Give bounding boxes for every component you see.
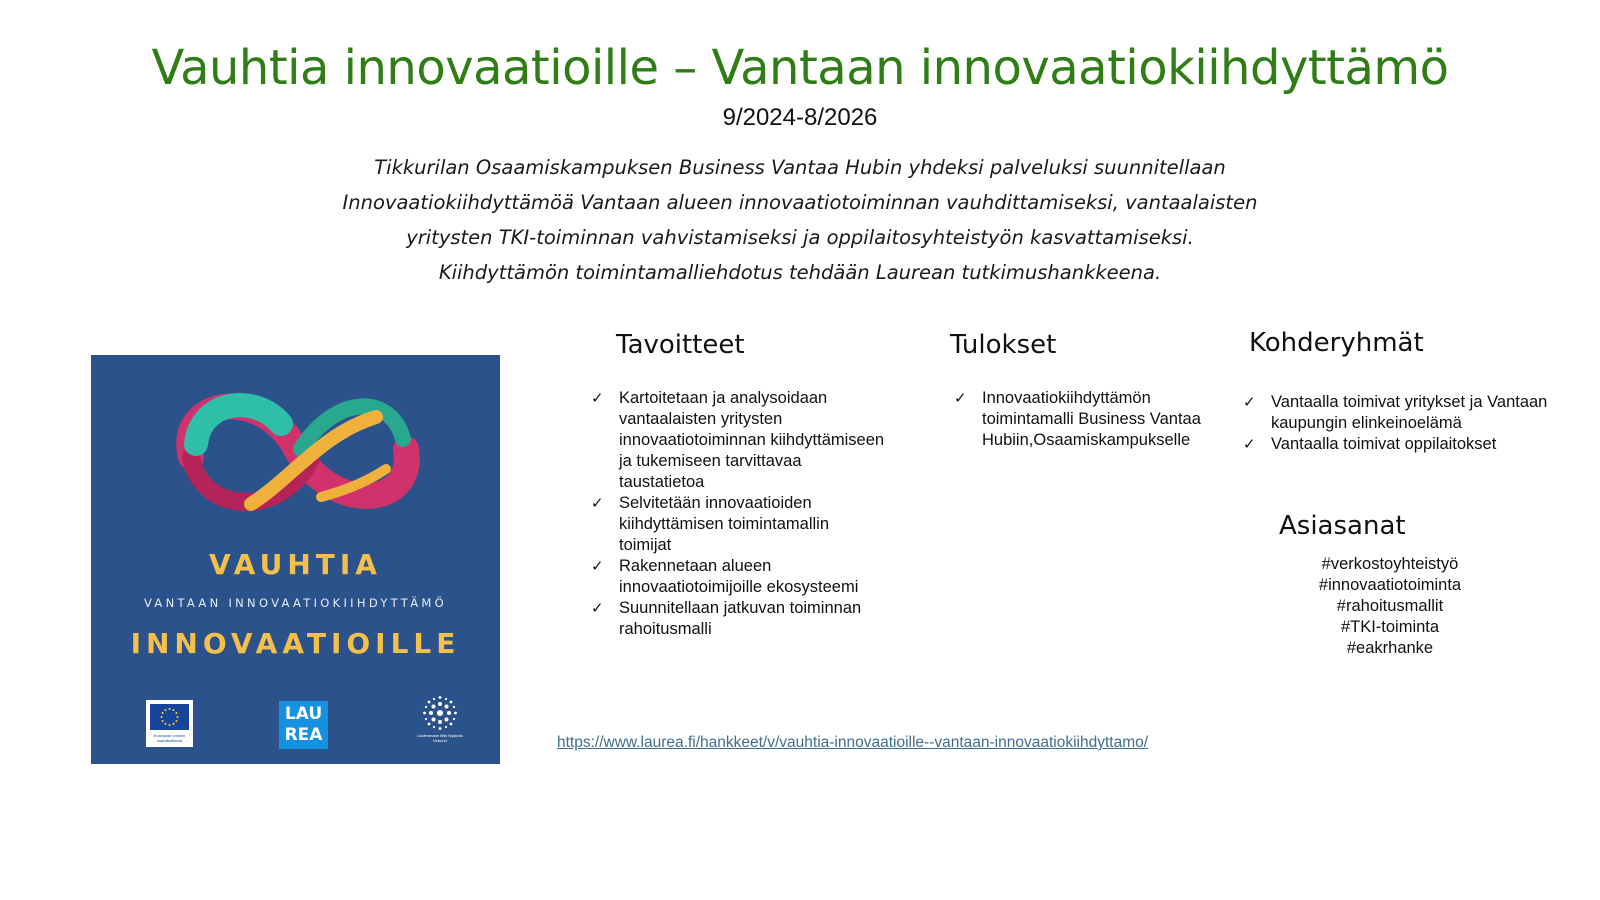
eu-caption: Euroopan unionin osarahoittama	[153, 733, 186, 743]
checkmark-icon: ✓	[591, 495, 604, 512]
intro-line: yritysten TKI-toiminnan vahvistamiseksi ja oppilaitosyhteistyön kasvattamiseksi.	[406, 226, 1194, 249]
laurea-logo-bottom: REA	[284, 725, 323, 745]
list-item	[1241, 434, 1586, 455]
list-item	[952, 388, 1222, 451]
item-line: rahoitusmalli	[619, 620, 712, 638]
infinity-emblem-icon	[171, 379, 421, 529]
checkmark-icon: ✓	[591, 600, 604, 617]
project-dates: 9/2024-8/2026	[722, 104, 878, 131]
list-item	[589, 493, 919, 556]
uusimaa-caption: Uudenmaan liitto Nylands förbund	[417, 733, 463, 743]
item-line: Rakennetaan alueen	[619, 557, 772, 575]
intro-line: Tikkurilan Osaamiskampuksen Business Vantaa Hubin yhdeksi palveluksi suunnitellaan	[374, 156, 1226, 179]
item-line: Vantaalla toimivat yritykset ja Vantaan	[1271, 393, 1548, 411]
item-line: toimijat	[619, 536, 672, 554]
item-line: vantaalaisten yritysten	[619, 410, 783, 428]
list-item	[589, 388, 919, 493]
laurea-logo	[279, 701, 328, 749]
page-title: Vauhtia innovaatioille – Vantaan innovaatiokiihdyttämö	[151, 40, 1449, 96]
vauhtia-logo-card	[91, 355, 500, 764]
tulokset-list	[952, 388, 1222, 451]
eu-flag-logo	[146, 700, 193, 747]
checkmark-icon: ✓	[1243, 394, 1256, 411]
kohderyhmat-list	[1241, 392, 1586, 455]
item-line: Kartoitetaan ja analysoidaan	[619, 389, 828, 407]
item-line: Vantaalla toimivat oppilaitokset	[1271, 435, 1497, 453]
intro-text	[300, 150, 1300, 290]
checkmark-icon: ✓	[591, 390, 604, 407]
item-line: Innovaatiokiihdyttämön	[982, 389, 1151, 407]
list-item	[589, 598, 919, 640]
list-item	[1241, 392, 1586, 434]
item-line: Selvitetään innovaatioiden	[619, 494, 812, 512]
checkmark-icon: ✓	[954, 390, 967, 407]
checkmark-icon: ✓	[1243, 436, 1256, 453]
item-line: Suunnitellaan jatkuvan toiminnan	[619, 599, 862, 617]
item-line: kaupungin elinkeinoelämä	[1271, 414, 1462, 432]
item-line: innovaatiotoiminnan kiihdyttämiseen	[619, 431, 885, 449]
keyword: #eakrhanke	[1346, 639, 1434, 657]
item-line: innovaatiotoimijoille ekosysteemi	[619, 578, 859, 596]
uusimaa-dots-icon	[414, 695, 466, 733]
item-line: toimintamalli Business Vantaa	[982, 410, 1201, 428]
item-line: taustatietoa	[619, 473, 705, 491]
item-line: kiihdyttämisen toimintamallin	[619, 515, 829, 533]
keyword: #TKI-toiminta	[1340, 618, 1440, 636]
keyword: #rahoitusmallit	[1336, 597, 1444, 615]
uusimaa-logo	[414, 695, 466, 749]
heading-tulokset: Tulokset	[950, 330, 1057, 360]
heading-asiasanat: Asiasanat	[1279, 511, 1406, 541]
keywords-list	[1280, 554, 1500, 659]
project-link[interactable]: https://www.laurea.fi/hankkeet/v/vauhtia-innovaatioille--vantaan-innovaatiokiihdyttamo/	[557, 734, 1149, 751]
intro-line: Innovaatiokiihdyttämöä Vantaan alueen innovaatiotoiminnan vauhdittamiseksi, vantaalaisten	[342, 191, 1258, 214]
intro-line: Kiihdyttämön toimintamalliehdotus tehdään Laurean tutkimushankkeena.	[438, 261, 1162, 284]
tavoitteet-list	[589, 388, 919, 640]
logo-word-innovaatioille: INNOVAATIOILLE	[130, 627, 461, 660]
eu-stars-icon	[150, 704, 189, 730]
keyword: #verkostoyhteistyö	[1321, 555, 1459, 573]
laurea-logo-top: LAU	[284, 704, 323, 724]
logo-subtitle: VANTAAN INNOVAATIOKIIHDYTTÄMÖ	[144, 596, 447, 610]
checkmark-icon: ✓	[591, 558, 604, 575]
list-item	[589, 556, 919, 598]
item-line: Hubiin,Osaamiskampukselle	[982, 431, 1191, 449]
heading-kohderyhmat: Kohderyhmät	[1249, 328, 1424, 358]
logo-word-vauhtia: VAUHTIA	[209, 548, 382, 581]
heading-tavoitteet: Tavoitteet	[616, 330, 745, 360]
keyword: #innovaatiotoiminta	[1318, 576, 1462, 594]
item-line: ja tukemiseen tarvittavaa	[619, 452, 802, 470]
